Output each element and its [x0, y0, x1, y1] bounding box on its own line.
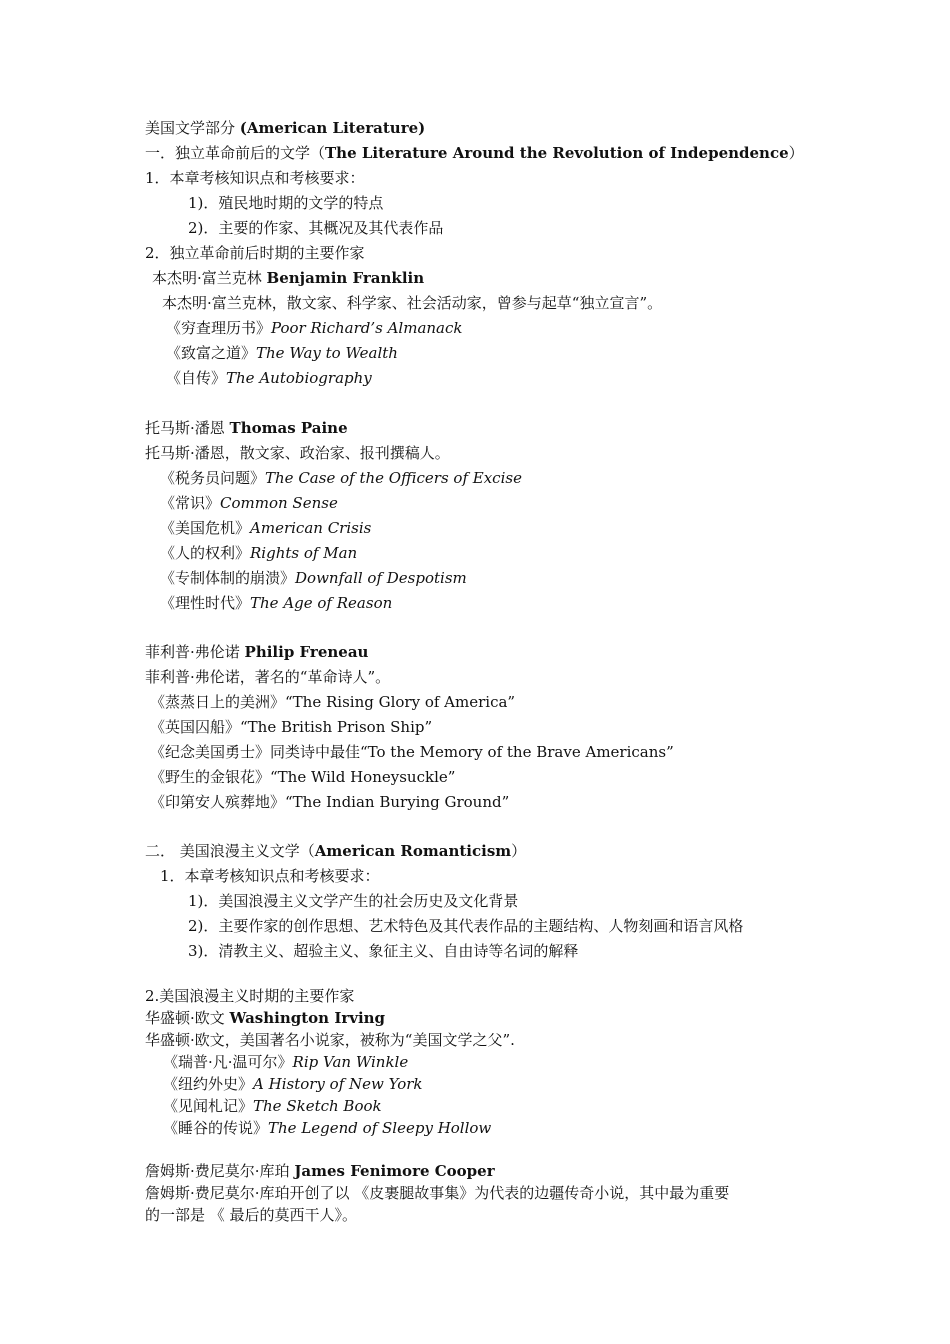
- work-item: 《美国危机》American Crisis: [160, 519, 372, 537]
- work-item: 《蒸蒸日上的美洲》“The Rising Glory of America”: [150, 693, 516, 711]
- s1-requirement: 2)．主要的作家、其概况及其代表作品: [188, 219, 444, 237]
- author-franklin: 本杰明·富兰克林 Benjamin Franklin: [152, 269, 425, 287]
- section-2-heading: 二． 美国浪漫主义文学（American Romanticism）: [145, 842, 527, 860]
- work-item: 《自传》The Autobiography: [166, 369, 372, 387]
- section-1-heading: 一．独立革命前后的文学（The Literature Around the Revolution of Independence）: [145, 144, 804, 162]
- work-item: 《睡谷的传说》The Legend of Sleepy Hollow: [163, 1119, 492, 1137]
- work-item: 《穷查理历书》Poor Richard’s Almanack: [166, 319, 463, 337]
- s2-writers-title: 2.美国浪漫主义时期的主要作家: [145, 987, 355, 1005]
- work-item: 《人的权利》Rights of Man: [160, 544, 358, 562]
- author-description: 华盛顿·欧文，美国著名小说家，被称为“美国文学之父”.: [145, 1031, 515, 1049]
- s1-writers-title: 2．独立革命前后时期的主要作家: [145, 244, 365, 262]
- work-item: 《纪念美国勇士》同类诗中最佳“To the Memory of the Brave Americans”: [150, 743, 674, 761]
- s1-requirements-title: 1．本章考核知识点和考核要求：: [145, 169, 365, 187]
- author-cooper: 詹姆斯·费尼莫尔·库珀 James Fenimore Cooper: [145, 1162, 495, 1180]
- author-description: 托马斯·潘恩，散文家、政治家、报刊撰稿人。: [145, 444, 450, 462]
- work-item: 《英国囚船》“The British Prison Ship”: [150, 718, 433, 736]
- s1-requirement: 1)．殖民地时期的文学的特点: [188, 194, 384, 212]
- author-description: 菲利普·弗伦诺，著名的“革命诗人”。: [145, 668, 391, 686]
- work-item: 《税务员问题》The Case of the Officers of Excise: [160, 469, 522, 487]
- work-item: 《理性时代》The Age of Reason: [160, 594, 393, 612]
- work-item: 《见闻札记》The Sketch Book: [163, 1097, 382, 1115]
- s2-requirements-title: 1．本章考核知识点和考核要求：: [160, 867, 380, 885]
- s2-requirement: 1)．美国浪漫主义文学产生的社会历史及文化背景: [188, 892, 519, 910]
- doc-title: 美国文学部分 (American Literature): [145, 119, 426, 137]
- work-item: 《印第安人殡葬地》“The Indian Burying Ground”: [150, 793, 510, 811]
- work-item: 《纽约外史》A History of New York: [163, 1075, 423, 1093]
- work-item: 《常识》Common Sense: [160, 494, 338, 512]
- work-item: 《致富之道》The Way to Wealth: [166, 344, 398, 362]
- work-item: 《野生的金银花》“The Wild Honeysuckle”: [150, 768, 456, 786]
- work-item: 《瑞普·凡·温可尔》Rip Van Winkle: [163, 1053, 409, 1071]
- s2-requirement: 2)．主要作家的创作思想、艺术特色及其代表作品的主题结构、人物刻画和语言风格: [188, 917, 744, 935]
- author-description: 的一部是 《 最后的莫西干人》。: [145, 1206, 358, 1224]
- author-description: 詹姆斯·费尼莫尔·库珀开创了以 《皮裹腿故事集》为代表的边疆传奇小说，其中最为重要: [145, 1184, 730, 1202]
- author-paine: 托马斯·潘恩 Thomas Paine: [145, 419, 348, 437]
- author-description: 本杰明·富兰克林，散文家、科学家、社会活动家，曾参与起草“独立宣言”。: [162, 294, 663, 312]
- work-item: 《专制体制的崩溃》Downfall of Despotism: [160, 569, 467, 587]
- s2-requirement: 3)．清教主义、超验主义、象征主义、自由诗等名词的解释: [188, 942, 579, 960]
- author-irving: 华盛顿·欧文 Washington Irving: [145, 1009, 386, 1027]
- author-freneau: 菲利普·弗伦诺 Philip Freneau: [145, 643, 369, 661]
